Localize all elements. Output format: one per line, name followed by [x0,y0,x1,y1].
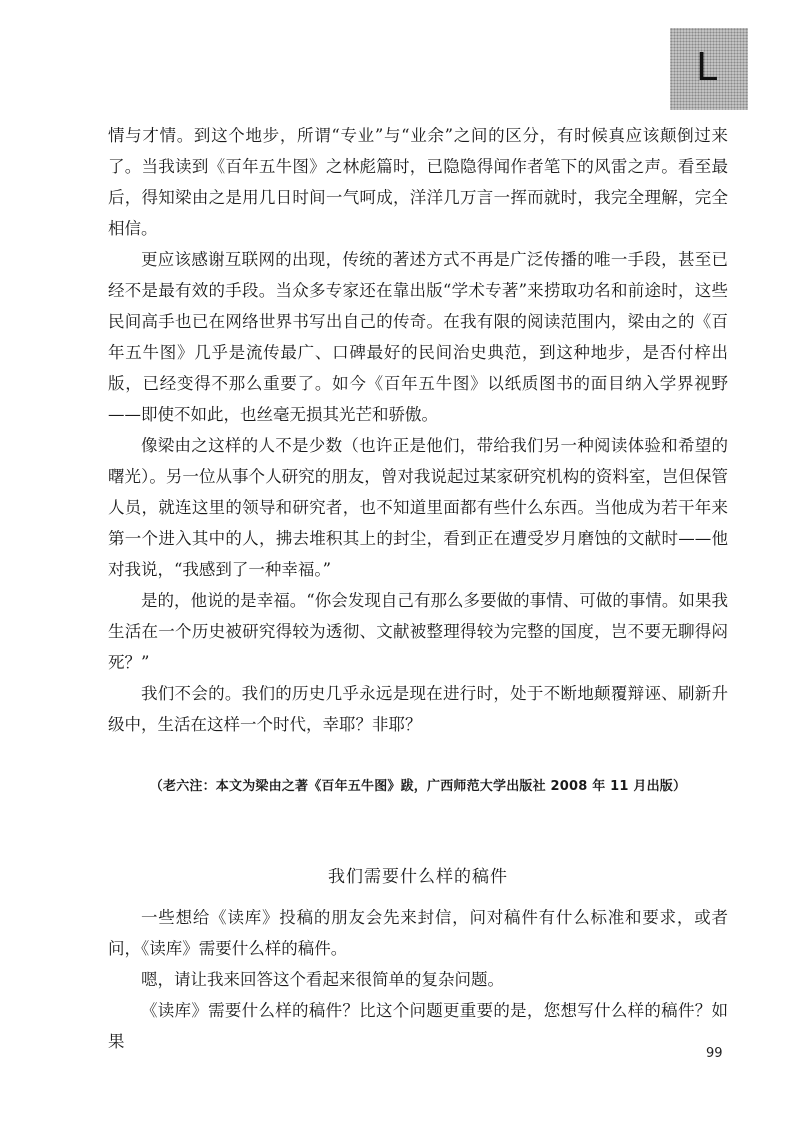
editor-note: （老六注：本文为梁由之著《百年五牛图》跋，广西师范大学出版社 2008 年 11 月出版） [149,779,687,794]
paragraph: 我们不会的。我们的历史几乎永远是现在进行时，处于不断地颠覆辩诬、刷新升级中，生活在这样一个时代，幸耶？非耶？ [108,684,728,734]
paragraph: 更应该感谢互联网的出现，传统的著述方式不再是广泛传播的唯一手段，甚至已经不是最有效的手段。当众多专家还在靠出版“学术专著”来捞取功名和前途时，这些民间高手也已在网络世界书写出自己的传奇。在我有限的阅读范围内，梁由之的《百年五牛图》几乎是流传最广、口碑最好的民间治史典范，到这种地步，是否付梓出版，已经变得不那么重要了。如今《百年五牛图》以纸质图书的面目纳入学界视野——即使不如此，也丝毫无损其光芒和骄傲。 [108,250,728,424]
article-body [108,120,728,740]
paragraph: 《读库》需要什么样的稿件？比这个问题更重要的是，您想写什么样的稿件？如果 [108,1001,728,1051]
paragraph: 嗯，请让我来回答这个看起来很简单的复杂问题。 [141,970,504,989]
paragraph: 情与才情。到这个地步，所谓“专业”与“业余”之间的区分，有时候真应该颠倒过来了。当我读到《百年五牛图》之林彪篇时，已隐隐得闻作者笔下的风雷之声。看至最后，得知梁由之是用几日时间一气呵成，洋洋几万言一挥而就时，我完全理解，完全相信。 [108,126,728,238]
article-title: 我们需要什么样的稿件 [328,867,508,887]
page-number: 99 [706,1046,723,1061]
section-tab-letter: L [696,45,718,89]
paragraph: 像梁由之这样的人不是少数（也许正是他们，带给我们另一种阅读体验和希望的曙光）。另一位从事个人研究的朋友，曾对我说起过某家研究机构的资料室，岂但保管人员，就连这里的领导和研究者，也不知道里面都有些什么东西。当他成为若干年来第一个进入其中的人，拂去堆积其上的封尘，看到正在遭受岁月磨蚀的文献时——他对我说，“我感到了一种幸福。” [108,436,728,579]
paragraph: 是的，他说的是幸福。“你会发现自己有那么多要做的事情、可做的事情。如果我生活在一个历史被研究得较为透彻、文献被整理得较为完整的国度，岂不要无聊得闷死？” [108,591,728,672]
paragraph: 一些想给《读库》投稿的朋友会先来封信，问对稿件有什么标准和要求，或者问，《读库》需要什么样的稿件。 [108,908,728,958]
article-2-body [108,902,728,1057]
